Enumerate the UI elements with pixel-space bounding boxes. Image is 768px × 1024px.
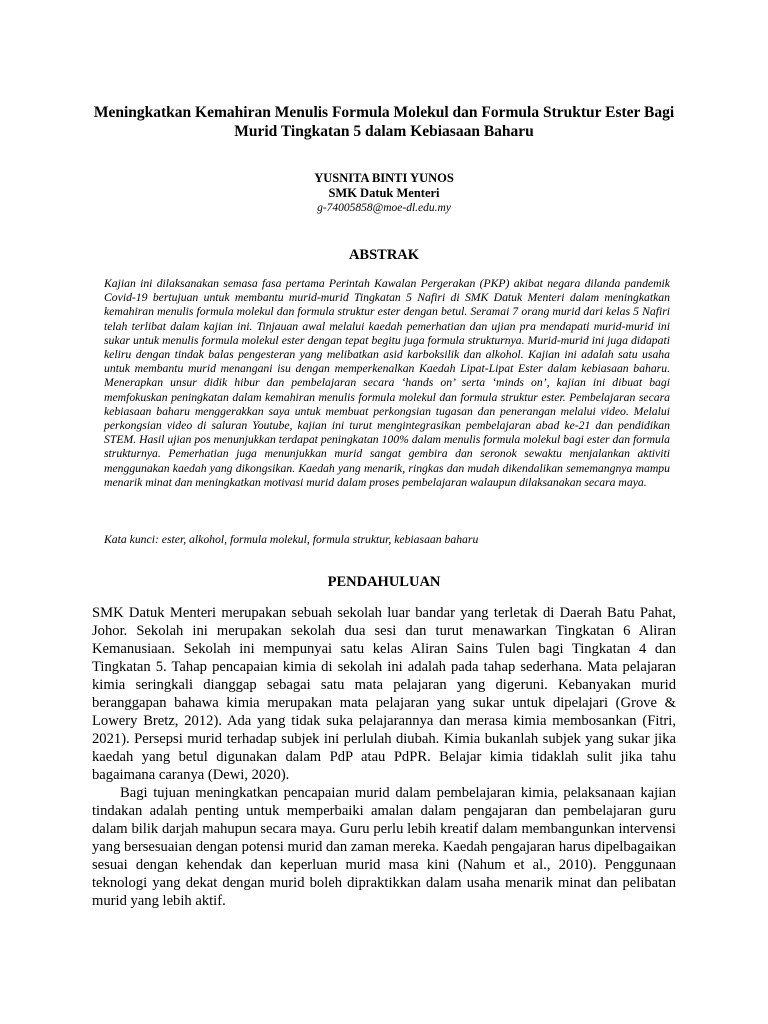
author-institution: SMK Datuk Menteri [328,186,440,200]
abstract-text: Kajian ini dilaksanakan semasa fasa pertama Perintah Kawalan Pergerakan (PKP) akibat negara dilanda pandemik Covid-19 bertujuan untuk membantu murid-murid Tingkatan 5 Nafiri di SMK Datuk Menteri dalam meningkatkan kemahiran menulis formula molekul dan formula struktur ester dengan betul. Seramai 7 orang murid dari kelas 5 Nafiri telah terlibat dalam kajian ini. Tinjauan awal melalui kaedah pemerhatian dan ujian pra mendapati murid-murid ini sukar untuk menulis formula molekul ester dengan tepat begitu juga formula strukturnya. Murid-murid ini juga didapati keliru dengan tindak balas pengesteran yang melibatkan asid karboksilik dan alkohol. Kajian ini adalah satu usaha untuk membantu murid menangani isu dengan memperkenalkan Kaedah Lipat-Lipat Ester dalam kebiasaan baharu. Menerapkan unsur didik hibur dan pembelajaran secara ‘hands on’ serta ‘minds on’, kajian ini dibuat bagi memfokuskan peningkatan dalam kemahiran menulis formula molekul dan formula struktur ester. Pembelajaran secara kebiasaan baharu menggerakkan saya untuk membuat perkongsian tugasan dan penerangan melalui video. Melalui perkongsian video di saluran Youtube, kajian ini turut mengintegrasikan pembelajaran abad ke-21 dan pendidikan STEM. Hasil ujian pos menunjukkan terdapat peningkatan 100% dalam menulis formula molekul bagi ester dan formula strukturnya. Pemerhatian juga menunjukkan murid sangat gembira dan seronok sewaktu menjalankan aktiviti menggunakan kaedah yang dikongsikan. Kaedah yang menarik, ringkas dan mudah dikendalikan sememangnya mampu menarik minat dan meningkatkan motivasi murid dalam proses pembelajaran walaupun dilaksanakan secara maya. [104,277,670,489]
abstract-heading: ABSTRAK [348,247,420,263]
title-line-2: Murid Tingkatan 5 dalam Kebiasaan Baharu [234,123,534,140]
keywords: Kata kunci: ester, alkohol, formula molekul, formula struktur, kebiasaan baharu [104,533,479,546]
paper-title [84,103,684,141]
author-name: YUSNITA BINTI YUNOS [314,171,454,185]
section-body [92,604,676,910]
section-heading-pendahuluan: PENDAHULUAN [327,574,441,590]
body-paragraph-1: SMK Datuk Menteri merupakan sebuah sekolah luar bandar yang terletak di Daerah Batu Pahat, Johor. Sekolah ini merupakan sekolah dua sesi dan turut menawarkan Tingkatan 6 Aliran Kemanusiaan. Sekolah ini mempunyai satu kelas Aliran Sains Tulen bagi Tingkatan 4 dan Tingkatan 5. Tahap pencapaian kimia di sekolah ini adalah pada tahap sederhana. Mata pelajaran kimia seringkali dianggap sebagai satu mata pelajaran yang digeruni. Kebanyakan murid beranggapan bahawa kimia merupakan mata pelajaran yang sukar untuk dipelajari (Grove & Lowery Bretz, 2012). Ada yang tidak suka pelajarannya dan merasa kimia membosankan (Fitri, 2021). Persepsi murid terhadap subjek ini perlulah diubah. Kimia bukanlah subjek yang sukar jika kaedah yang betul digunakan dalam PdP atau PdPR. Belajar kimia tidaklah sulit jika tahu bagaimana caranya (Dewi, 2020). [92,605,676,783]
body-paragraph-2: Bagi tujuan meningkatkan pencapaian murid dalam pembelajaran kimia, pelaksanaan kajian tindakan adalah penting untuk memperbaiki amalan dalam pengajaran dan pembelajaran guru dalam bilik darjah mahupun secara maya. Guru perlu lebih kreatif dalam membangunkan intervensi yang bersesuaian dengan potensi murid dan zaman mereka. Kaedah pengajaran harus dipelbagaikan sesuai dengan kehendak dan keperluan murid masa kini (Nahum et al., 2010). Penggunaan teknologi yang dekat dengan murid boleh dipraktikkan dalam usaha menarik minat dan pelibatan murid yang lebih aktif. [92,785,676,909]
author-email: g-74005858@moe-dl.edu.my [317,202,451,214]
author-block [184,171,584,216]
title-line-1: Meningkatkan Kemahiran Menulis Formula Molekul dan Formula Struktur Ester Bagi [93,104,675,121]
